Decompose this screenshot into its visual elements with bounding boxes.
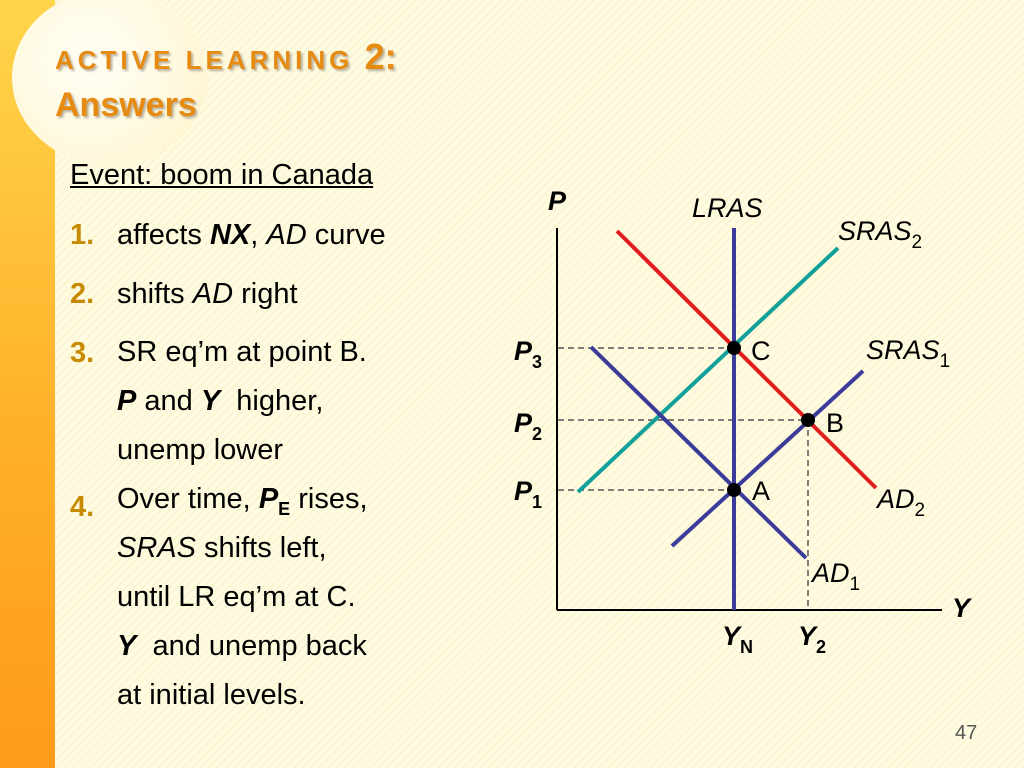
point-a-marker <box>727 483 741 497</box>
item-number: 1. <box>70 219 95 251</box>
item-number: 2. <box>70 278 95 310</box>
lras-label: LRAS <box>692 193 763 223</box>
item-number: 3. <box>70 337 95 369</box>
yn-label: $Y_N$ <box>722 621 754 657</box>
p1-label: $P_1$ <box>514 476 543 512</box>
point-c-marker <box>727 341 741 355</box>
ad2-curve <box>617 231 876 488</box>
p2-label: $P_2$ <box>514 408 543 444</box>
p3-label: $P_3$ <box>514 336 543 372</box>
title-text: ACTIVE LEARNING <box>55 45 354 75</box>
point-b-label: B <box>826 408 845 438</box>
point-a-label: A <box>752 476 771 506</box>
item-text: affects NX, AD curve <box>117 219 386 251</box>
slide-subtitle: Answers <box>55 86 197 124</box>
price-axis-label: P <box>548 186 567 216</box>
title-number: 2: <box>364 36 397 77</box>
item-text: SR eq’m at point B. P and Y higher, unemp lower <box>117 336 367 466</box>
output-axis-label: Y <box>952 593 971 623</box>
page-number: 47 <box>955 722 978 744</box>
sras2-label: $SRAS_2$ <box>838 216 923 253</box>
sras1-label: $SRAS_1$ <box>866 335 951 372</box>
ad1-label: $AD_1$ <box>812 558 861 595</box>
item-number: 4. <box>70 491 95 523</box>
ad2-label: $AD_2$ <box>877 484 926 521</box>
point-c-label: C <box>751 336 771 366</box>
event-heading: Event: boom in Canada <box>70 159 374 191</box>
item-text: Over time, $P_E$ rises, SRAS shifts left, until LR eq’m at C. Y and unemp back at initial levels. <box>117 483 368 711</box>
y2-label: $Y_2$ <box>798 621 827 657</box>
point-b-marker <box>801 413 815 427</box>
item-text: shifts AD right <box>117 278 298 310</box>
